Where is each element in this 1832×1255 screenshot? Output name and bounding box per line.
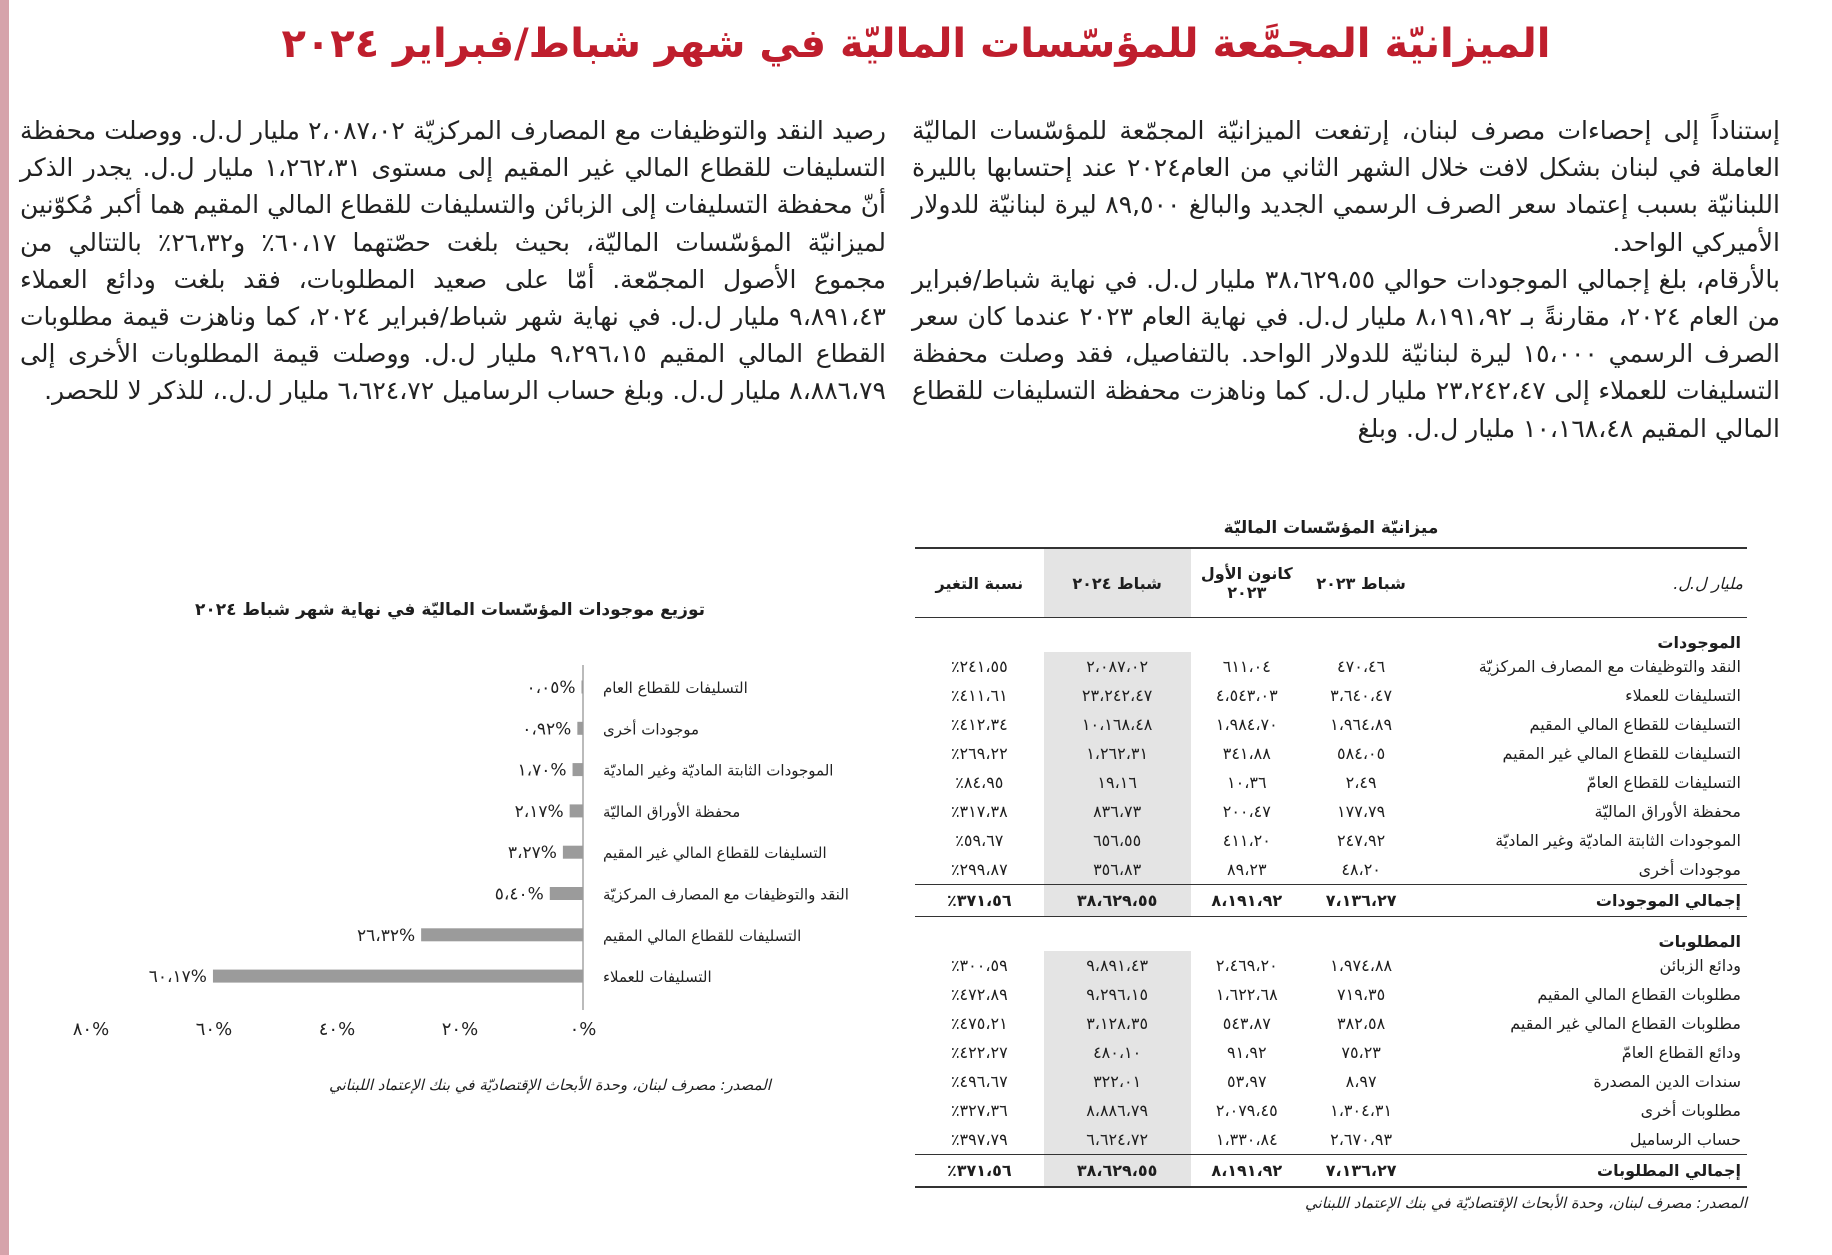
chart-tick-label: ٨٠% <box>72 1019 110 1040</box>
balance-sheet-table <box>915 547 1747 1188</box>
table-header-row <box>915 548 1747 618</box>
chart-category-label: التسليفات للقطاع العام <box>603 679 748 697</box>
cell-value: ٩،٢٩٦،١٥ <box>1044 980 1191 1009</box>
row-label: حساب الرساميل <box>1629 1130 1741 1149</box>
cell-value: ٥٩،٦٧٪ <box>955 831 1004 850</box>
cell-value: ٤٧٥،٢١٪ <box>950 1014 1008 1033</box>
cell-value: ١،٦٢٢،٦٨ <box>1215 985 1278 1004</box>
cell-value: ٢٤٧،٩٢ <box>1337 831 1386 850</box>
cell-value: ٤١٢،٣٤٪ <box>950 715 1008 734</box>
cell-value: ٣٧١،٥٦٪ <box>915 885 1044 917</box>
cell-value: ٢،٤٩ <box>1345 773 1377 792</box>
chart-value-label: ٢٦،٣٢% <box>356 925 416 946</box>
cell-value: ٢٠٠،٤٧ <box>1222 802 1271 821</box>
cell-value: ٨٣٦،٧٣ <box>1044 797 1191 826</box>
chart-value-label: ٠،٠٥% <box>526 678 576 698</box>
table-body <box>915 618 1747 1188</box>
article-column-right <box>912 112 1780 447</box>
chart-bar <box>577 722 583 735</box>
chart-bar <box>573 763 583 776</box>
column-header: كانون الأول ٢٠٢٣ <box>1191 548 1303 618</box>
table-row <box>915 1125 1747 1155</box>
column-header: نسبة التغير <box>915 548 1044 618</box>
chart-category-label: موجودات أخرى <box>603 720 699 739</box>
row-label: التسليفات للقطاع العامّ <box>1586 773 1741 792</box>
cell-value: ٤٩٦،٦٧٪ <box>950 1072 1008 1091</box>
cell-value: ١٧٧،٧٩ <box>1337 802 1386 821</box>
cell-value: ٣،٦٤٠،٤٧ <box>1330 686 1393 705</box>
table-row <box>915 739 1747 768</box>
balance-sheet-table-block <box>915 515 1747 1212</box>
cell-value: ١،٩٨٤،٧٠ <box>1215 715 1278 734</box>
cell-value: ٧١٩،٣٥ <box>1337 985 1386 1004</box>
chart-bar <box>582 681 584 694</box>
cell-value: ٨٩،٢٣ <box>1227 860 1267 879</box>
cell-value: ٦٥٦،٥٥ <box>1044 826 1191 855</box>
cell-value: ٨،١٩١،٩٢ <box>1191 1155 1303 1188</box>
chart-value-label: ٢،١٧% <box>514 801 564 822</box>
cell-value: ٣٤١،٨٨ <box>1222 744 1271 763</box>
chart-value-label: ٥،٤٠% <box>494 884 544 905</box>
cell-value: ٢٣،٢٤٢،٤٧ <box>1044 681 1191 710</box>
cell-value: ٨،٨٨٦،٧٩ <box>1044 1096 1191 1125</box>
row-label: مطلوبات القطاع المالي غير المقيم <box>1510 1014 1741 1033</box>
row-label: التسليفات للعملاء <box>1625 686 1741 705</box>
table-row <box>915 826 1747 855</box>
chart-value-label: ٦٠،١٧% <box>148 967 207 988</box>
chart-bar <box>570 804 583 817</box>
cell-value: ٣٨،٦٢٩،٥٥ <box>1044 1155 1191 1188</box>
table-row <box>915 652 1747 681</box>
cell-value: ٩،٨٩١،٤٣ <box>1044 951 1191 980</box>
table-row <box>915 1067 1747 1096</box>
cell-value: ٤٨،٢٠ <box>1341 860 1381 879</box>
row-label: مطلوبات أخرى <box>1640 1101 1741 1120</box>
chart-value-label: ٣،٢٧% <box>507 843 557 864</box>
row-label: موجودات أخرى <box>1638 860 1741 879</box>
chart-category-label: محفظة الأوراق الماليّة <box>603 802 741 821</box>
row-label: محفظة الأوراق الماليّة <box>1594 802 1741 821</box>
cell-value: ٦١١،٠٤ <box>1222 657 1271 676</box>
table-row <box>915 797 1747 826</box>
cell-value: ١٩،١٦ <box>1044 768 1191 797</box>
table-row <box>915 768 1747 797</box>
cell-value: ١،٩٦٤،٨٩ <box>1330 715 1393 734</box>
cell-value: ٤٧٠،٤٦ <box>1337 657 1386 676</box>
table-row <box>915 1038 1747 1067</box>
table-row <box>915 1096 1747 1125</box>
section-heading-row <box>915 618 1747 653</box>
cell-value: ٣٢٧،٣٦٪ <box>950 1101 1008 1120</box>
cell-value: ٤٧٢،٨٩٪ <box>950 985 1008 1004</box>
page-title: الميزانيّة المجمَّعة للمؤسّسات الماليّة في شهر شباط/فبراير ٢٠٢٤ <box>281 21 1551 67</box>
cell-value: ٢،٠٨٧،٠٢ <box>1044 652 1191 681</box>
section-heading: المطلوبات <box>1658 932 1741 951</box>
cell-value: ٧،١٣٦،٢٧ <box>1303 1155 1419 1188</box>
cell-value: ٢٦٩،٢٢٪ <box>950 744 1008 763</box>
table-row <box>915 855 1747 885</box>
chart-category-label: التسليفات للقطاع المالي غير المقيم <box>603 844 827 863</box>
total-row <box>915 885 1747 917</box>
table-row <box>915 951 1747 980</box>
cell-value: ٣٩٧،٧٩٪ <box>950 1130 1008 1149</box>
cell-value: ١،٣٣٠،٨٤ <box>1215 1130 1278 1149</box>
cell-value: ٢،٠٧٩،٤٥ <box>1215 1101 1278 1120</box>
chart-category-label: الموجودات الثابتة الماديّة وغير الماديّة <box>603 761 834 780</box>
column-header: شباط ٢٠٢٤ <box>1044 548 1191 618</box>
cell-value: ١٠،٣٦ <box>1227 773 1267 792</box>
cell-value: ٤٨٠،١٠ <box>1044 1038 1191 1067</box>
cell-value: ٤٢٢،٢٧٪ <box>950 1043 1008 1062</box>
cell-value: ٤١١،٢٠ <box>1222 831 1271 850</box>
section-heading: الموجودات <box>1657 633 1741 652</box>
article-paragraph: بالأرقام، بلغ إجمالي الموجودات حوالي ٣٨،٦٢٩،٥٥ مليار ل.ل. في نهاية شباط/فبراير من العام ٢٠٢٤، مقارنةً بـ ٨،١٩١،٩٢ مليار ل.ل. في نهاية العام ٢٠٢٣ عندما كان سعر الصرف الرسمي ١٥،٠٠٠ ليرة لبنانيّة للدولار الواحد. بالتفاصيل، فقد وصلت محفظة التسليفات للعملاء إلى ٢٣،٢٤٢،٤٧ مليار ل.ل. كما وناهزت محفظة التسليفات للقطاع المالي المقيم ١٠،١٦٨،٤٨ مليار ل.ل. وبلغ <box>912 264 1781 443</box>
cell-value: ٣٧١،٥٦٪ <box>915 1155 1044 1188</box>
cell-value: ٨،٩٧ <box>1345 1072 1377 1091</box>
cell-value: ٧٥،٢٣ <box>1341 1043 1381 1062</box>
cell-value: ١،٣٠٤،٣١ <box>1330 1101 1393 1120</box>
total-row <box>915 1155 1747 1188</box>
chart-tick-label: ٢٠% <box>441 1019 479 1040</box>
cell-value: ١٠،١٦٨،٤٨ <box>1044 710 1191 739</box>
table-row <box>915 980 1747 1009</box>
chart-tick-label: ٦٠% <box>195 1019 233 1040</box>
section-heading-row <box>915 917 1747 952</box>
table-title: ميزانيّة المؤسّسات الماليّة <box>1223 518 1439 538</box>
cell-value: ٣١٧،٣٨٪ <box>950 802 1008 821</box>
row-label: مطلوبات القطاع المالي المقيم <box>1537 985 1741 1004</box>
cell-value: ٣٥٦،٨٣ <box>1044 855 1191 885</box>
cell-value: ٢،٤٦٩،٢٠ <box>1215 956 1278 975</box>
chart-value-label: ٠،٩٢% <box>522 719 572 740</box>
table-row <box>915 681 1747 710</box>
chart-value-label: ١،٧٠% <box>517 760 567 781</box>
row-label: ودائع القطاع العامّ <box>1621 1043 1741 1062</box>
chart-source: المصدر: مصرف لبنان، وحدة الأبحاث الإقتصاديّة في بنك الإعتماد اللبناني <box>329 1076 771 1094</box>
article-paragraph: إستناداً إلى إحصاءات مصرف لبنان، إرتفعت الميزانيّة المجمّعة للمؤسّسات الماليّة العاملة في لبنان بشكل لافت خلال الشهر الثاني من العام٢٠٢٤ عند إحتسابها بالليرة اللبنانيّة بسبب إعتماد سعر الصرف الرسمي الجديد والبالغ ٨٩,٥٠٠ ليرة لبنانيّة للدولار الأميركي الواحد. <box>912 116 1781 257</box>
row-label: التسليفات للقطاع المالي غير المقيم <box>1502 744 1741 763</box>
cell-value: ٨،١٩١،٩٢ <box>1191 885 1303 917</box>
chart-bar <box>213 970 583 983</box>
cell-value: ٢،٦٧٠،٩٣ <box>1330 1130 1393 1149</box>
cell-value: ٢٩٩،٨٧٪ <box>950 860 1008 879</box>
cell-value: ٥٨٤،٠٥ <box>1337 744 1386 763</box>
chart-bar <box>563 846 583 859</box>
row-label: التسليفات للقطاع المالي المقيم <box>1529 715 1741 734</box>
asset-distribution-chart <box>0 0 900 1255</box>
cell-value: ١،٢٦٢،٣١ <box>1044 739 1191 768</box>
chart-tick-label: ٤٠% <box>318 1019 356 1040</box>
table-row <box>915 1009 1747 1038</box>
cell-value: ٨٤،٩٥٪ <box>955 773 1004 792</box>
cell-value: ٣،١٢٨،٣٥ <box>1044 1009 1191 1038</box>
cell-value: ٥٤٣،٨٧ <box>1222 1014 1271 1033</box>
chart-bar <box>421 928 583 941</box>
column-header: شباط ٢٠٢٣ <box>1303 548 1419 618</box>
table-row <box>915 710 1747 739</box>
cell-value: ٣٢٢،٠١ <box>1044 1067 1191 1096</box>
chart-category-label: التسليفات للقطاع المالي المقيم <box>603 926 802 945</box>
cell-value: ٦،٦٢٤،٧٢ <box>1044 1125 1191 1155</box>
chart-bar <box>550 887 583 900</box>
row-label: سندات الدين المصدرة <box>1593 1072 1741 1091</box>
cell-value: ٧،١٣٦،٢٧ <box>1303 885 1419 917</box>
cell-value: ٤،٥٤٣،٠٣ <box>1215 686 1278 705</box>
chart-title: توزيع موجودات المؤسّسات الماليّة في نهاية شهر شباط ٢٠٢٤ <box>194 600 705 620</box>
row-label: إجمالي المطلوبات <box>1419 1155 1747 1188</box>
chart-category-label: التسليفات للعملاء <box>603 968 712 987</box>
cell-value: ٥٣،٩٧ <box>1227 1072 1267 1091</box>
article-paragraph: رصيد النقد والتوظيفات مع المصارف المركزيّة ٢،٠٨٧،٠٢ مليار ل.ل. ووصلت محفظة التسليفات للقطاع المالي غير المقيم إلى مستوى ١،٢٦٢،٣١ مليار ل.ل. يجدر الذكر أنّ محفظة التسليفات إلى الزبائن والتسليفات للقطاع المالي المقيم هما أكبر مُكوّنين لميزانيّة المؤسّسات الماليّة، بحيث بلغت حصّتهما ٦٠،١٧٪ و٢٦،٣٢٪ بالتتالي من مجموع الأصول المجمّعة. أمّا على صعيد المطلوبات، فقد بلغت ودائع العملاء ٩،٨٩١،٤٣ مليار ل.ل. في نهاية شهر شباط/فبراير ٢٠٢٤، كما وناهزت قيمة مطلوبات القطاع المالي المقيم ٩،٢٩٦،١٥ مليار ل.ل. ووصلت قيمة المطلوبات الأخرى إلى ٨،٨٨٦،٧٩ مليار ل.ل. وبلغ حساب الرساميل ٦،٦٢٤،٧٢ مليار ل.ل.، للذكر لا للحصر. <box>20 116 887 406</box>
chart-tick-label: ٠% <box>569 1019 597 1040</box>
cell-value: ٢٤١،٥٥٪ <box>950 657 1008 676</box>
cell-value: ٣٨،٦٢٩،٥٥ <box>1044 885 1191 917</box>
row-label: إجمالي الموجودات <box>1419 885 1747 917</box>
cell-value: ٤١١،٦١٪ <box>950 686 1008 705</box>
unit-header: مليار ل.ل. <box>1419 548 1747 618</box>
table-source: المصدر: مصرف لبنان، وحدة الأبحاث الإقتصاديّة في بنك الإعتماد اللبناني <box>1305 1194 1747 1212</box>
cell-value: ٩١،٩٢ <box>1227 1043 1267 1062</box>
row-label: النقد والتوظيفات مع المصارف المركزيّة <box>1478 657 1741 676</box>
row-label: الموجودات الثابتة الماديّة وغير الماديّة <box>1495 831 1741 850</box>
cell-value: ٣٨٢،٥٨ <box>1337 1014 1386 1033</box>
row-label: ودائع الزبائن <box>1659 956 1741 975</box>
chart-category-label: النقد والتوظيفات مع المصارف المركزيّة <box>603 885 849 904</box>
cell-value: ٣٠٠،٥٩٪ <box>950 956 1008 975</box>
cell-value: ١،٩٧٤،٨٨ <box>1330 956 1393 975</box>
